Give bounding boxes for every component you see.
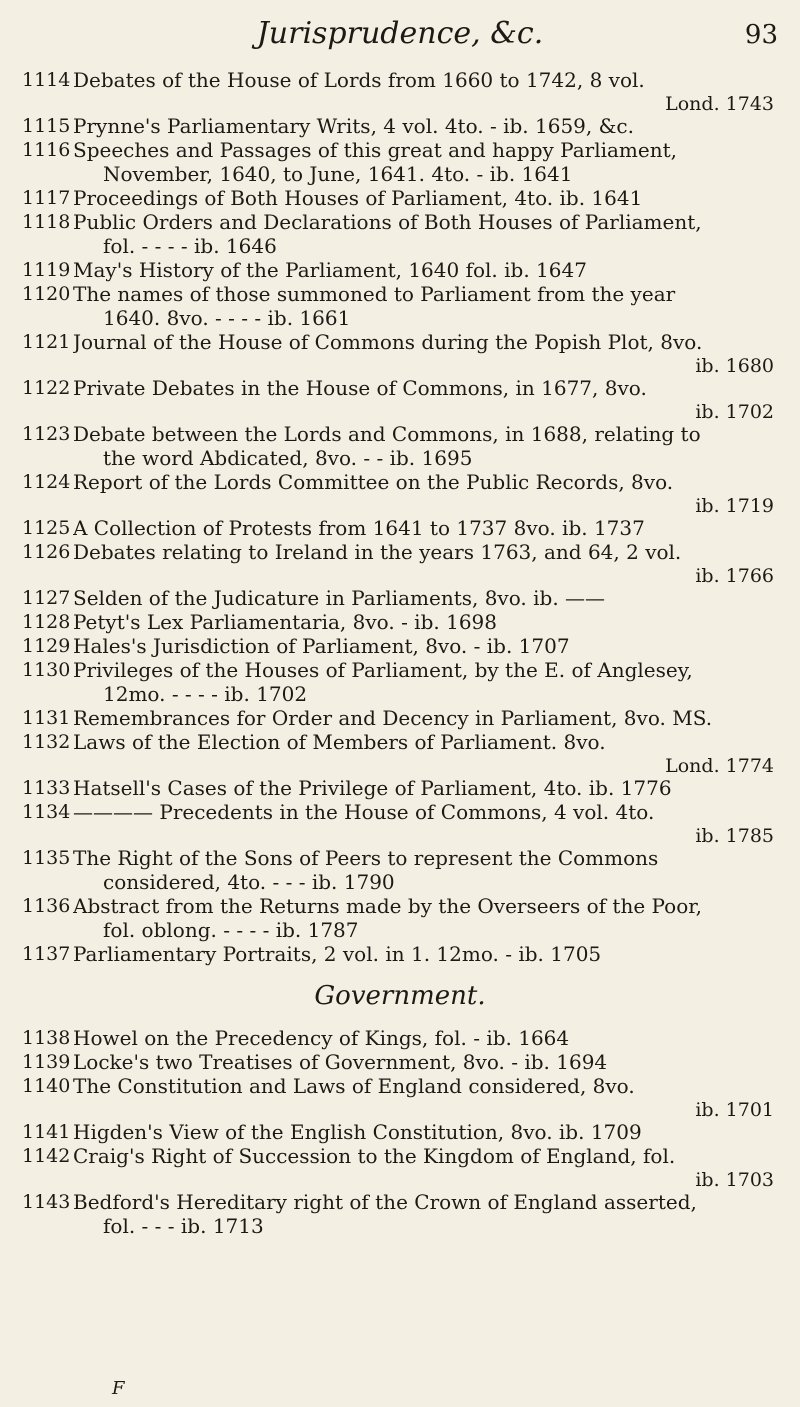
entry-line (0, 1144, 800, 1168)
entry-line (0, 234, 800, 258)
entry-imprint: ib. 1719 (695, 495, 774, 517)
imprint-line (0, 824, 800, 846)
entry-text: Debates of the House of Lords from 1660 to 1742, 8 vol. (73, 68, 645, 92)
running-head (0, 10, 800, 60)
entry-text: Hatsell's Cases of the Privilege of Parliament, 4to. ib. 1776 (73, 776, 672, 800)
entry-text: Public Orders and Declarations of Both Houses of Parliament, (73, 210, 702, 234)
entry-number: 1130 (22, 659, 71, 681)
entry-number: 1128 (22, 611, 71, 633)
entry-text: 1640. 8vo. - - - - ib. 1661 (103, 306, 351, 330)
entry-line (0, 586, 800, 610)
entry-number: 1126 (22, 541, 71, 563)
entry-number: 1125 (22, 517, 71, 539)
entry-text: Speeches and Passages of this great and happy Parliament, (73, 138, 677, 162)
entry-number: 1124 (22, 471, 71, 493)
entry-text: Journal of the House of Commons during the Popish Plot, 8vo. (73, 330, 703, 354)
catalogue-entry (0, 730, 800, 776)
entry-text: Laws of the Election of Members of Parliament. 8vo. (73, 730, 606, 754)
catalogue-entry (0, 114, 800, 138)
entry-line (0, 942, 800, 966)
entry-line (0, 1050, 800, 1074)
catalogue-entry (0, 894, 800, 942)
entry-number: 1118 (22, 211, 71, 233)
entry-text: Petyt's Lex Parliamentaria, 8vo. - ib. 1698 (73, 610, 497, 634)
catalogue-entry (0, 1050, 800, 1074)
entry-number: 1132 (22, 731, 71, 753)
imprint-line (0, 92, 800, 114)
catalogue-entries (0, 68, 800, 1238)
entry-text: Selden of the Judicature in Parliaments, 8vo. ib. —— (73, 586, 606, 610)
imprint-line (0, 1098, 800, 1120)
catalogue-entry (0, 942, 800, 966)
page-number: 93 (744, 20, 778, 50)
entry-number: 1136 (22, 895, 71, 917)
entry-line (0, 1074, 800, 1098)
entry-text: The names of those summoned to Parliament from the year (73, 282, 676, 306)
entry-text: Proceedings of Both Houses of Parliament, 4to. ib. 1641 (73, 186, 643, 210)
imprint-line (0, 494, 800, 516)
entry-line (0, 682, 800, 706)
entry-number: 1143 (22, 1191, 71, 1213)
entry-text: Bedford's Hereditary right of the Crown of England asserted, (73, 1190, 697, 1214)
entry-imprint: ib. 1702 (695, 401, 774, 423)
entry-imprint: ib. 1766 (695, 565, 774, 587)
catalogue-entry (0, 586, 800, 610)
entry-line (0, 1120, 800, 1144)
entry-text: Privileges of the Houses of Parliament, by the E. of Anglesey, (73, 658, 693, 682)
catalogue-entry (0, 706, 800, 730)
entry-number: 1142 (22, 1145, 71, 1167)
catalogue-entry (0, 186, 800, 210)
catalogue-entry (0, 1190, 800, 1238)
entry-number: 1121 (22, 331, 71, 353)
entry-line (0, 776, 800, 800)
imprint-line (0, 754, 800, 776)
catalogue-entry (0, 258, 800, 282)
entry-text: Howel on the Precedency of Kings, fol. - ib. 1664 (73, 1026, 570, 1050)
entry-text: Remembrances for Order and Decency in Parliament, 8vo. MS. (73, 706, 713, 730)
entry-number: 1115 (22, 115, 71, 137)
entry-number: 1122 (22, 377, 71, 399)
entry-number: 1141 (22, 1121, 71, 1143)
entry-line (0, 210, 800, 234)
entry-number: 1129 (22, 635, 71, 657)
entry-text: ———— Precedents in the House of Commons, 4 vol. 4to. (73, 800, 655, 824)
entry-line (0, 800, 800, 824)
catalogue-entry (0, 658, 800, 706)
entry-line (0, 894, 800, 918)
catalogue-entry (0, 1026, 800, 1050)
entry-imprint: ib. 1680 (695, 355, 774, 377)
entry-line (0, 186, 800, 210)
entry-imprint: Lond. 1774 (665, 755, 774, 777)
entry-text: 12mo. - - - - ib. 1702 (103, 682, 308, 706)
entry-line (0, 114, 800, 138)
entry-line (0, 658, 800, 682)
entry-number: 1135 (22, 847, 71, 869)
catalogue-entry (0, 376, 800, 422)
entry-line (0, 846, 800, 870)
entry-text: Hales's Jurisdiction of Parliament, 8vo. - ib. 1707 (73, 634, 570, 658)
entry-number: 1120 (22, 283, 71, 305)
imprint-line (0, 564, 800, 586)
entry-line (0, 306, 800, 330)
entry-text: Private Debates in the House of Commons, in 1677, 8vo. (73, 376, 647, 400)
entry-text: May's History of the Parliament, 1640 fol. ib. 1647 (73, 258, 587, 282)
entry-imprint: ib. 1701 (695, 1099, 774, 1121)
entry-number: 1134 (22, 801, 71, 823)
entry-text: Abstract from the Returns made by the Overseers of the Poor, (73, 894, 702, 918)
entry-number: 1119 (22, 259, 71, 281)
entry-imprint: ib. 1785 (695, 825, 774, 847)
entry-text: the word Abdicated, 8vo. - - ib. 1695 (103, 446, 473, 470)
entry-line (0, 68, 800, 92)
catalogue-entry (0, 540, 800, 586)
entry-number: 1123 (22, 423, 71, 445)
entry-list-government (0, 1026, 800, 1238)
entry-text: Higden's View of the English Constitution, 8vo. ib. 1709 (73, 1120, 642, 1144)
entry-text: Parliamentary Portraits, 2 vol. in 1. 12mo. - ib. 1705 (73, 942, 602, 966)
running-title: Jurisprudence, &c. (256, 16, 544, 51)
entry-line (0, 330, 800, 354)
entry-line (0, 610, 800, 634)
imprint-line (0, 1168, 800, 1190)
entry-text: fol. oblong. - - - - ib. 1787 (103, 918, 359, 942)
entry-line (0, 706, 800, 730)
imprint-line (0, 400, 800, 422)
entry-text: Craig's Right of Succession to the Kingdom of England, fol. (73, 1144, 676, 1168)
catalogue-entry (0, 138, 800, 186)
entry-line (0, 516, 800, 540)
entry-line (0, 162, 800, 186)
entry-text: Prynne's Parliamentary Writs, 4 vol. 4to. - ib. 1659, &c. (73, 114, 634, 138)
entry-text: A Collection of Protests from 1641 to 1737 8vo. ib. 1737 (73, 516, 645, 540)
catalogue-entry (0, 210, 800, 258)
entry-text: The Right of the Sons of Peers to represent the Commons (73, 846, 659, 870)
catalogue-entry (0, 516, 800, 540)
catalogue-entry (0, 1074, 800, 1120)
entry-line (0, 282, 800, 306)
entry-number: 1116 (22, 139, 71, 161)
entry-text: fol. - - - - ib. 1646 (103, 234, 277, 258)
catalogue-entry (0, 1120, 800, 1144)
entry-line (0, 1026, 800, 1050)
catalogue-entry (0, 776, 800, 800)
entry-text: considered, 4to. - - - ib. 1790 (103, 870, 395, 894)
entry-text: Debates relating to Ireland in the years 1763, and 64, 2 vol. (73, 540, 682, 564)
entry-line (0, 138, 800, 162)
entry-line (0, 540, 800, 564)
entry-number: 1127 (22, 587, 71, 609)
catalogue-entry (0, 610, 800, 634)
entry-number: 1139 (22, 1051, 71, 1073)
catalogue-entry (0, 634, 800, 658)
catalogue-entry (0, 846, 800, 894)
entry-number: 1117 (22, 187, 71, 209)
catalogue-entry (0, 282, 800, 330)
entry-number: 1131 (22, 707, 71, 729)
entry-text: The Constitution and Laws of England considered, 8vo. (73, 1074, 635, 1098)
catalogue-entry (0, 330, 800, 376)
imprint-line (0, 354, 800, 376)
catalogue-entry (0, 1144, 800, 1190)
entry-line (0, 1214, 800, 1238)
entry-imprint: ib. 1703 (695, 1169, 774, 1191)
entry-line (0, 634, 800, 658)
catalogue-entry (0, 68, 800, 114)
entry-text: Locke's two Treatises of Government, 8vo. - ib. 1694 (73, 1050, 608, 1074)
entry-line (0, 1190, 800, 1214)
entry-text: fol. - - - ib. 1713 (103, 1214, 264, 1238)
entry-number: 1114 (22, 69, 71, 91)
catalogue-entry (0, 470, 800, 516)
signature-mark: F (112, 1378, 125, 1399)
entry-text: Report of the Lords Committee on the Public Records, 8vo. (73, 470, 674, 494)
entry-line (0, 376, 800, 400)
entry-text: Debate between the Lords and Commons, in 1688, relating to (73, 422, 701, 446)
entry-line (0, 446, 800, 470)
entry-line (0, 470, 800, 494)
entry-number: 1140 (22, 1075, 71, 1097)
entry-line (0, 258, 800, 282)
entry-number: 1133 (22, 777, 71, 799)
entry-line (0, 730, 800, 754)
entry-number: 1138 (22, 1027, 71, 1049)
entry-imprint: Lond. 1743 (665, 93, 774, 115)
entry-line (0, 870, 800, 894)
entry-line (0, 422, 800, 446)
catalogue-entry (0, 800, 800, 846)
catalogue-entry (0, 422, 800, 470)
entry-list-jurisprudence (0, 68, 800, 966)
entry-number: 1137 (22, 943, 71, 965)
entry-line (0, 918, 800, 942)
entry-text: November, 1640, to June, 1641. 4to. - ib. 1641 (103, 162, 573, 186)
section-heading: Government. (314, 981, 486, 1011)
